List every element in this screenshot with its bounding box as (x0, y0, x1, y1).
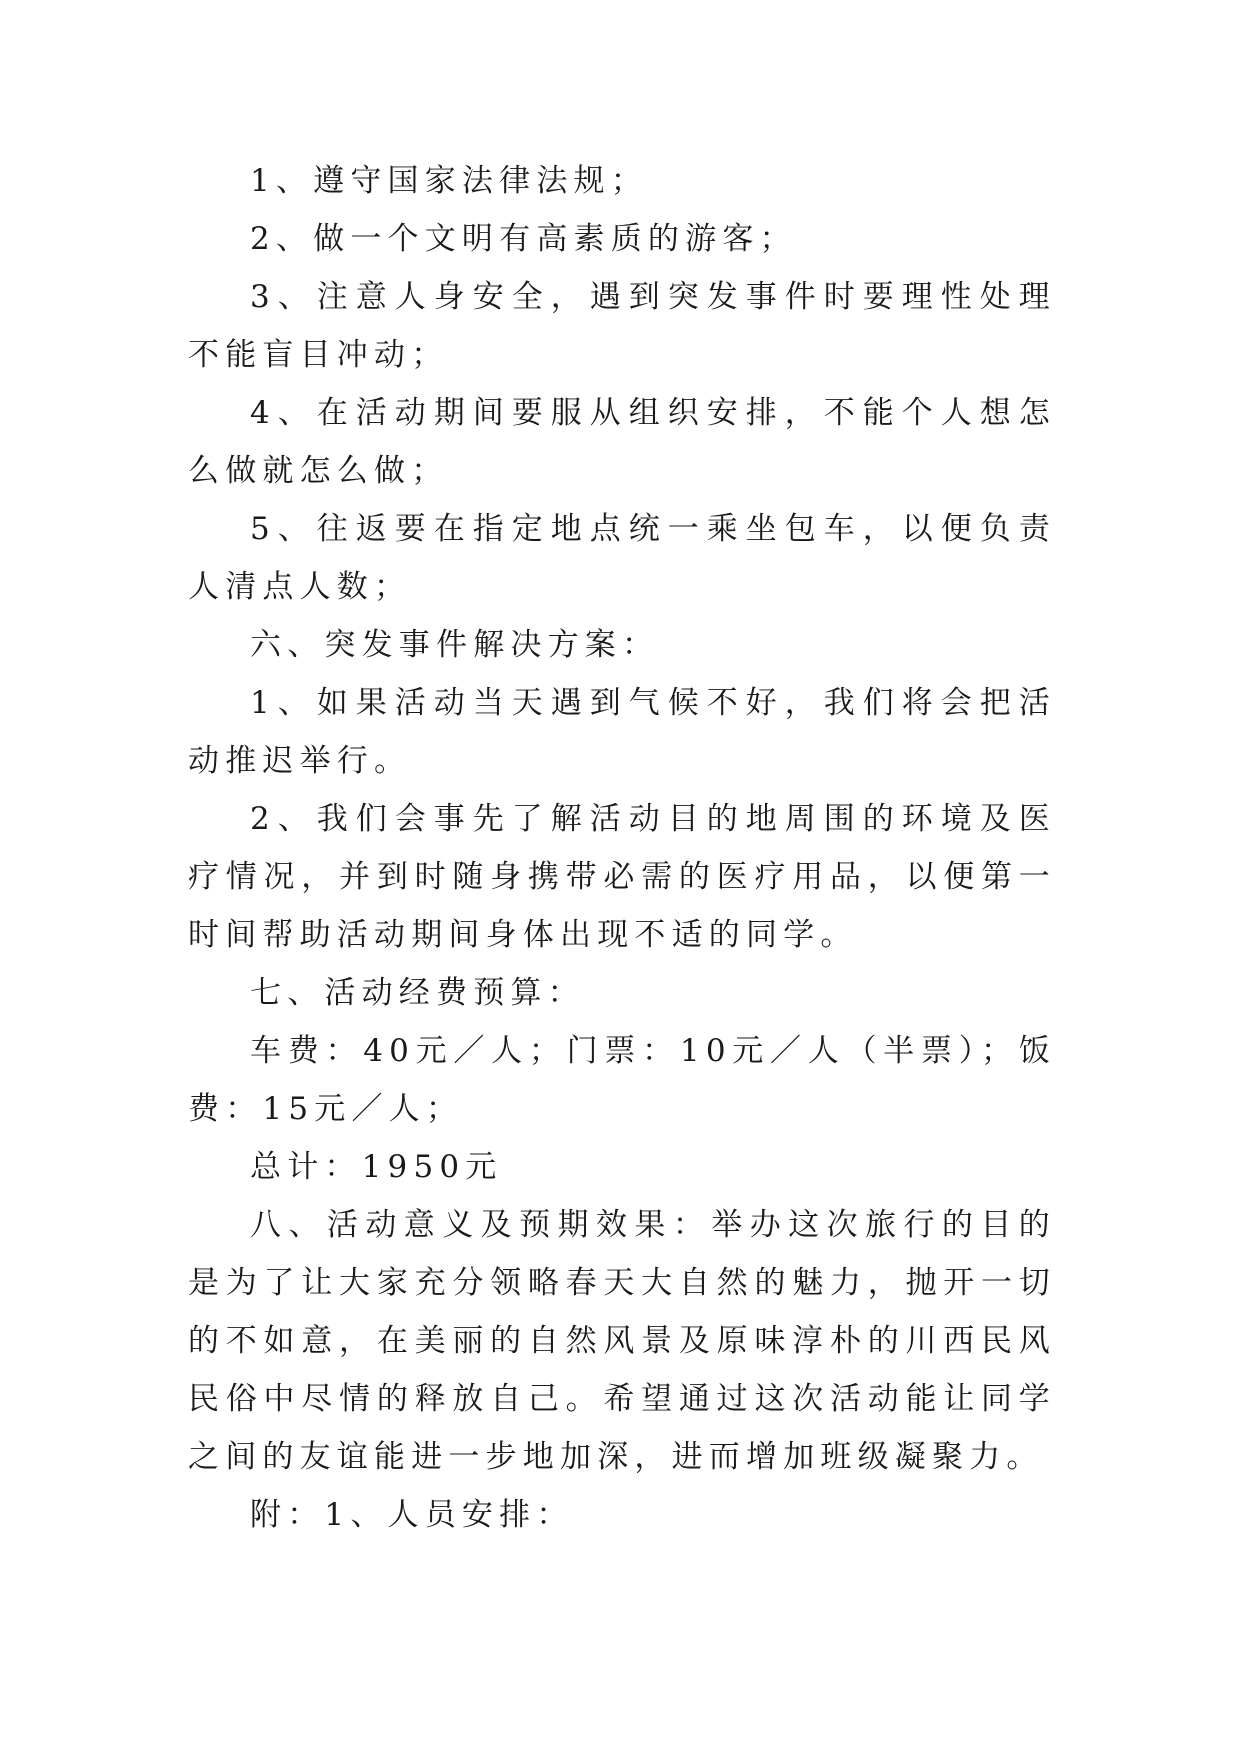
paragraph-emergency-1: 1、如果活动当天遇到气候不好，我们将会把活动推迟举行。 (188, 685, 1056, 779)
paragraph-rule-3: 3、注意人身安全，遇到突发事件时要理性处理不能盲目冲动； (188, 279, 1056, 373)
paragraph-rule-5: 5、往返要在指定地点统一乘坐包车，以便负责人清点人数； (188, 511, 1056, 605)
paragraph-budget-items: 车费：40元／人；门票：10元／人（半票）；饭费：15元／人； (188, 1033, 1056, 1127)
section-heading-budget: 七、活动经费预算： (250, 975, 585, 1011)
paragraph-budget-total: 总计：1950元 (250, 1149, 503, 1185)
section-heading-emergency: 六、突发事件解决方案： (250, 627, 660, 663)
paragraph-appendix: 附：1、人员安排： (250, 1497, 574, 1533)
paragraph-rule-4: 4、在活动期间要服从组织安排，不能个人想怎么做就怎么做； (188, 395, 1056, 489)
paragraph-rule-2: 2、做一个文明有高素质的游客； (250, 221, 797, 257)
paragraph-rule-1: 1、遵守国家法律法规； (250, 163, 648, 199)
document-body (188, 152, 1056, 1544)
paragraph-significance: 八、活动意义及预期效果：举办这次旅行的目的是为了让大家充分领略春天大自然的魅力，抛开一切的不如意，在美丽的自然风景及原味淳朴的川西民风民俗中尽情的释放自己。希望通过这次活动能让同学之间的友谊能进一步地加深，进而增加班级凝聚力。 (188, 1207, 1056, 1475)
paragraph-emergency-2: 2、我们会事先了解活动目的地周围的环境及医疗情况，并到时随身携带必需的医疗用品，以便第一时间帮助活动期间身体出现不适的同学。 (188, 801, 1056, 953)
